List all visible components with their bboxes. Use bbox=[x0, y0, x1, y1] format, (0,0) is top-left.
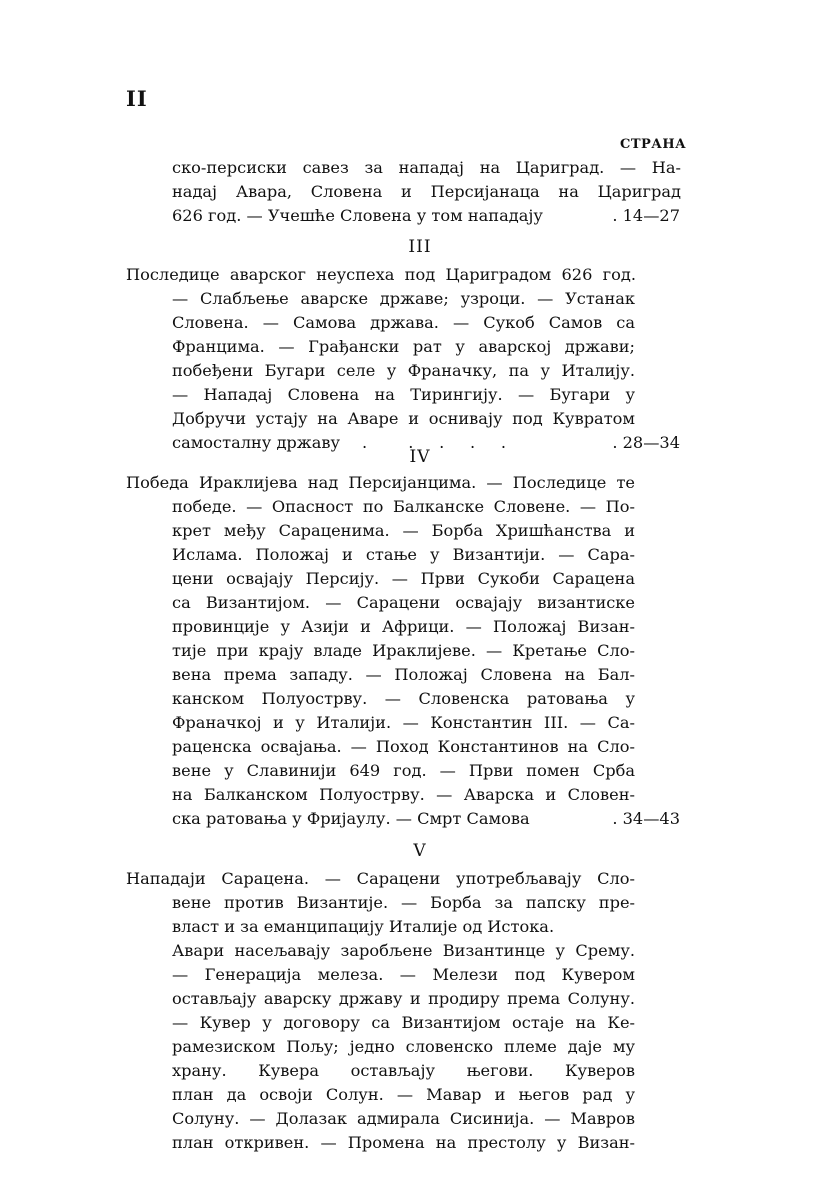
text-line: Добручи устају на Аваре и оснивају под Кувратом bbox=[172, 409, 635, 428]
text-line: ско-персиски савез за нападај на Цариград. — На- bbox=[172, 158, 681, 177]
page-range: . 34—43 bbox=[612, 809, 680, 828]
leader-dots: . . . . . bbox=[362, 433, 507, 452]
text-line: Францима. — Грађански рат у аварској држави; bbox=[172, 337, 635, 356]
text-line: — Кувер у договору са Византијом остаје на Ке- bbox=[172, 1013, 635, 1032]
text-line: власт и за еманципацију Италије од Истока. bbox=[172, 917, 555, 936]
text-line: раценска освајања. — Поход Константинов на Сло- bbox=[172, 737, 635, 756]
text-line: Авари насељавају заробљене Византинце у Срему. bbox=[172, 941, 635, 960]
text-line: Последице аварског неуспеха под Цариградом 626 год. bbox=[126, 265, 636, 284]
text-line: ска ратовања у Фријаулу. — Смрт Самова bbox=[172, 809, 530, 828]
text-line: Победа Ираклијева над Персијанцима. — Последице те bbox=[126, 473, 635, 492]
page-number: II bbox=[126, 86, 148, 111]
text-line: крет међу Сараценима. — Борба Хришћанства и bbox=[172, 521, 635, 540]
text-line: — Нападај Словена на Тирингију. — Бугари у bbox=[172, 385, 635, 404]
section-numeral: IV bbox=[409, 447, 431, 467]
section-numeral: III bbox=[408, 237, 432, 257]
text-line: канском Полуострву. — Словенска ратовања у bbox=[172, 689, 635, 708]
section-numeral: V bbox=[413, 841, 427, 861]
text-line: — Генерација мелеза. — Мелези под Кувером bbox=[172, 965, 635, 984]
text-line: тије при крају владе Ираклијеве. — Кретање Сло- bbox=[172, 641, 635, 660]
text-line: провинције у Азији и Африци. — Положај Визан- bbox=[172, 617, 635, 636]
text-line: план откривен. — Промена на престолу у Визан- bbox=[172, 1133, 635, 1152]
column-label: СТРАНА bbox=[620, 137, 687, 152]
page-range: . 28—34 bbox=[612, 433, 680, 452]
text-line: Ислама. Положај и стање у Византији. — Сара- bbox=[172, 545, 635, 564]
text-line: вене у Славинији 649 год. — Први помен Срба bbox=[172, 761, 635, 780]
text-line: вена према западу. — Положај Словена на Бал- bbox=[172, 665, 635, 684]
text-line: побеђени Бугари селе у Франачку, па у Италију. bbox=[172, 361, 635, 380]
text-line: вене против Византије. — Борба за папску пре- bbox=[172, 893, 635, 912]
text-line: Солуну. — Долазак адмирала Сисинија. — Мавров bbox=[172, 1109, 635, 1128]
text-line: самосталну државу bbox=[172, 433, 340, 452]
text-line: рамезиском Пољу; једно словенско племе даје му bbox=[172, 1037, 635, 1056]
text-line: 626 год. — Учешће Словена у том нападају bbox=[172, 206, 543, 225]
text-line: надај Авара, Словена и Персијанаца на Цариград bbox=[172, 182, 681, 201]
text-line: храну. Кувера остављају његови. Куверов bbox=[172, 1061, 635, 1080]
text-line: план да освоји Солун. — Мавар и његов рад у bbox=[172, 1085, 635, 1104]
text-line: — Слабљење аварске државе; узроци. — Устанак bbox=[172, 289, 635, 308]
text-line: са Византијом. — Сарацени освајају византиске bbox=[172, 593, 635, 612]
text-line: на Балканском Полуострву. — Аварска и Словен- bbox=[172, 785, 635, 804]
text-line: победе. — Опасност по Балканске Словене. — По- bbox=[172, 497, 635, 516]
text-line: остављају аварску државу и продиру према Солуну. bbox=[172, 989, 635, 1008]
page-range: . 14—27 bbox=[612, 206, 680, 225]
text-line: цени освајају Персију. — Први Сукоби Сарацена bbox=[172, 569, 635, 588]
text-line: Франачкој и у Италији. — Константин III. — Са- bbox=[172, 713, 635, 732]
text-line: Словена. — Самова држава. — Сукоб Самов са bbox=[172, 313, 635, 332]
text-line: Нападаји Сарацена. — Сарацени употребљавају Сло- bbox=[126, 869, 635, 888]
